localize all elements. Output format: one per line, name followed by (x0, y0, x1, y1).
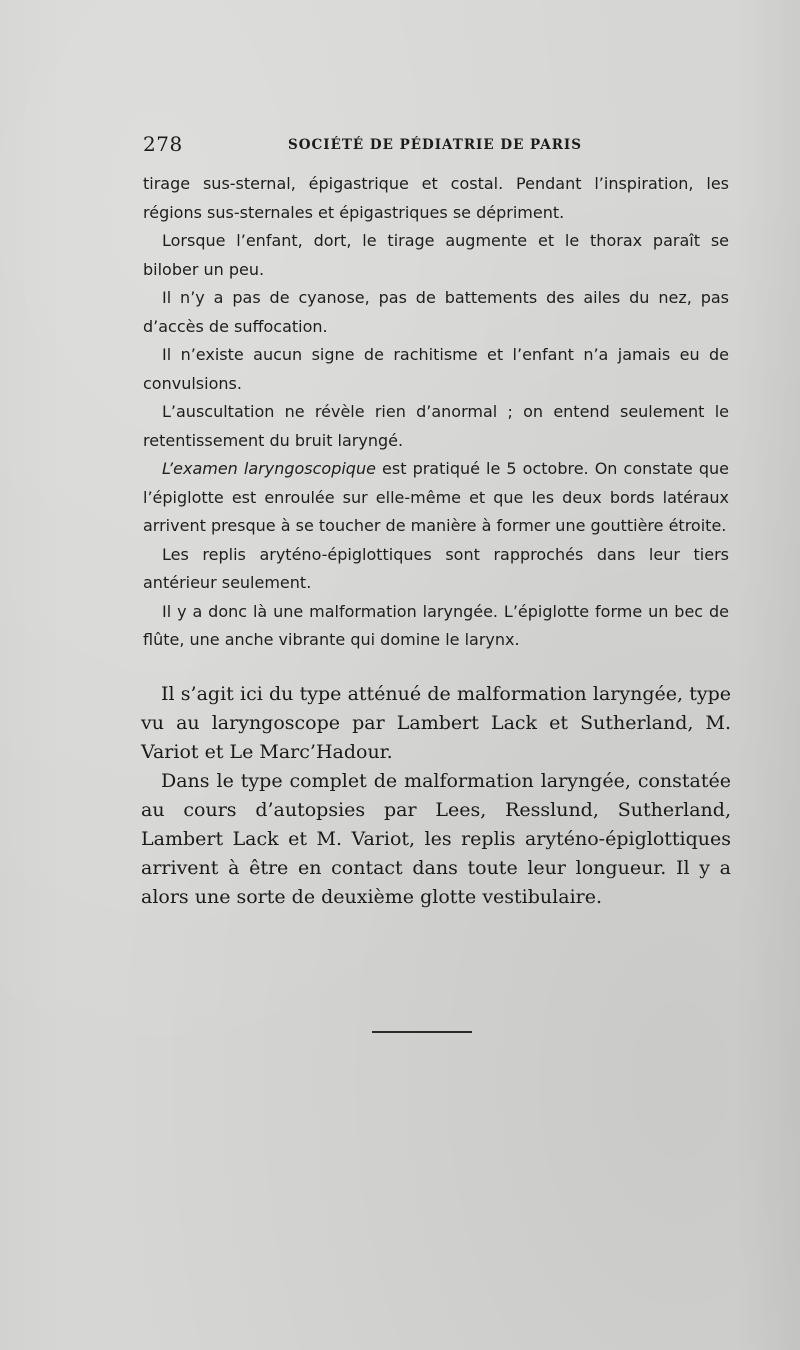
journal-title: SOCIÉTÉ DE PÉDIATRIE DE PARIS (288, 137, 582, 153)
paragraph-tirage: tirage sus-sternal, épigastrique et costal. Pendant l’inspiration, les régions sus-sternales et épigastriques se dépriment. (143, 174, 729, 222)
paragraph-type-complet: Dans le type complet de malformation laryngée, constatée au cours d’autopsies par Lees, Resslund, Sutherland, Lambert Lack et M. Variot, les replis aryténo-épiglottiques arrivent à être en contact dans toute leur longueur. Il y a alors une sorte de deuxième glotte vestibulaire. (141, 770, 731, 908)
paragraph-cyanose: Il n’y a pas de cyanose, pas de battements des ailes du nez, pas d’accès de suffocation. (143, 288, 729, 336)
paragraph-replis: Les replis aryténo-épiglottiques sont rapprochés dans leur tiers antérieur seulement. (143, 544, 729, 592)
paragraph-malformation: Il y a donc là une malformation laryngée. L’épiglotte forme un bec de flûte, une anche vibrante qui domine le larynx. (143, 601, 729, 649)
paragraph-auscultation: L’auscultation ne révèle rien d’anormal ; on entend seulement le retentissement du bruit laryngé. (143, 402, 729, 450)
paragraph-rachitisme: Il n’existe aucun signe de rachitisme et l’enfant n’a jamais eu de convulsions. (143, 345, 729, 393)
case-report-text (143, 170, 729, 655)
examen-italic-lead: L’examen laryngoscopique (162, 459, 376, 478)
paragraph-type-attenue: Il s’agit ici du type atténué de malformation laryngée, type vu au laryngoscope par Lambert Lack et Sutherland, M. Variot et Le Marc’Hadour. (141, 683, 731, 763)
discussion-text (141, 680, 731, 912)
section-end-rule (372, 1031, 472, 1033)
page-number: 278 (143, 132, 183, 156)
paragraph-examen (143, 455, 729, 541)
paragraph-sleep: Lorsque l’enfant, dort, le tirage augmente et le thorax paraît se bilober un peu. (143, 231, 729, 279)
running-head (143, 132, 598, 160)
examen-text: est pratiqué le 5 octobre. On constate que l’épiglotte est enroulée sur elle-même et que les deux bords latéraux arrivent presque à se toucher de manière à former une gouttière étroite. (143, 459, 729, 535)
